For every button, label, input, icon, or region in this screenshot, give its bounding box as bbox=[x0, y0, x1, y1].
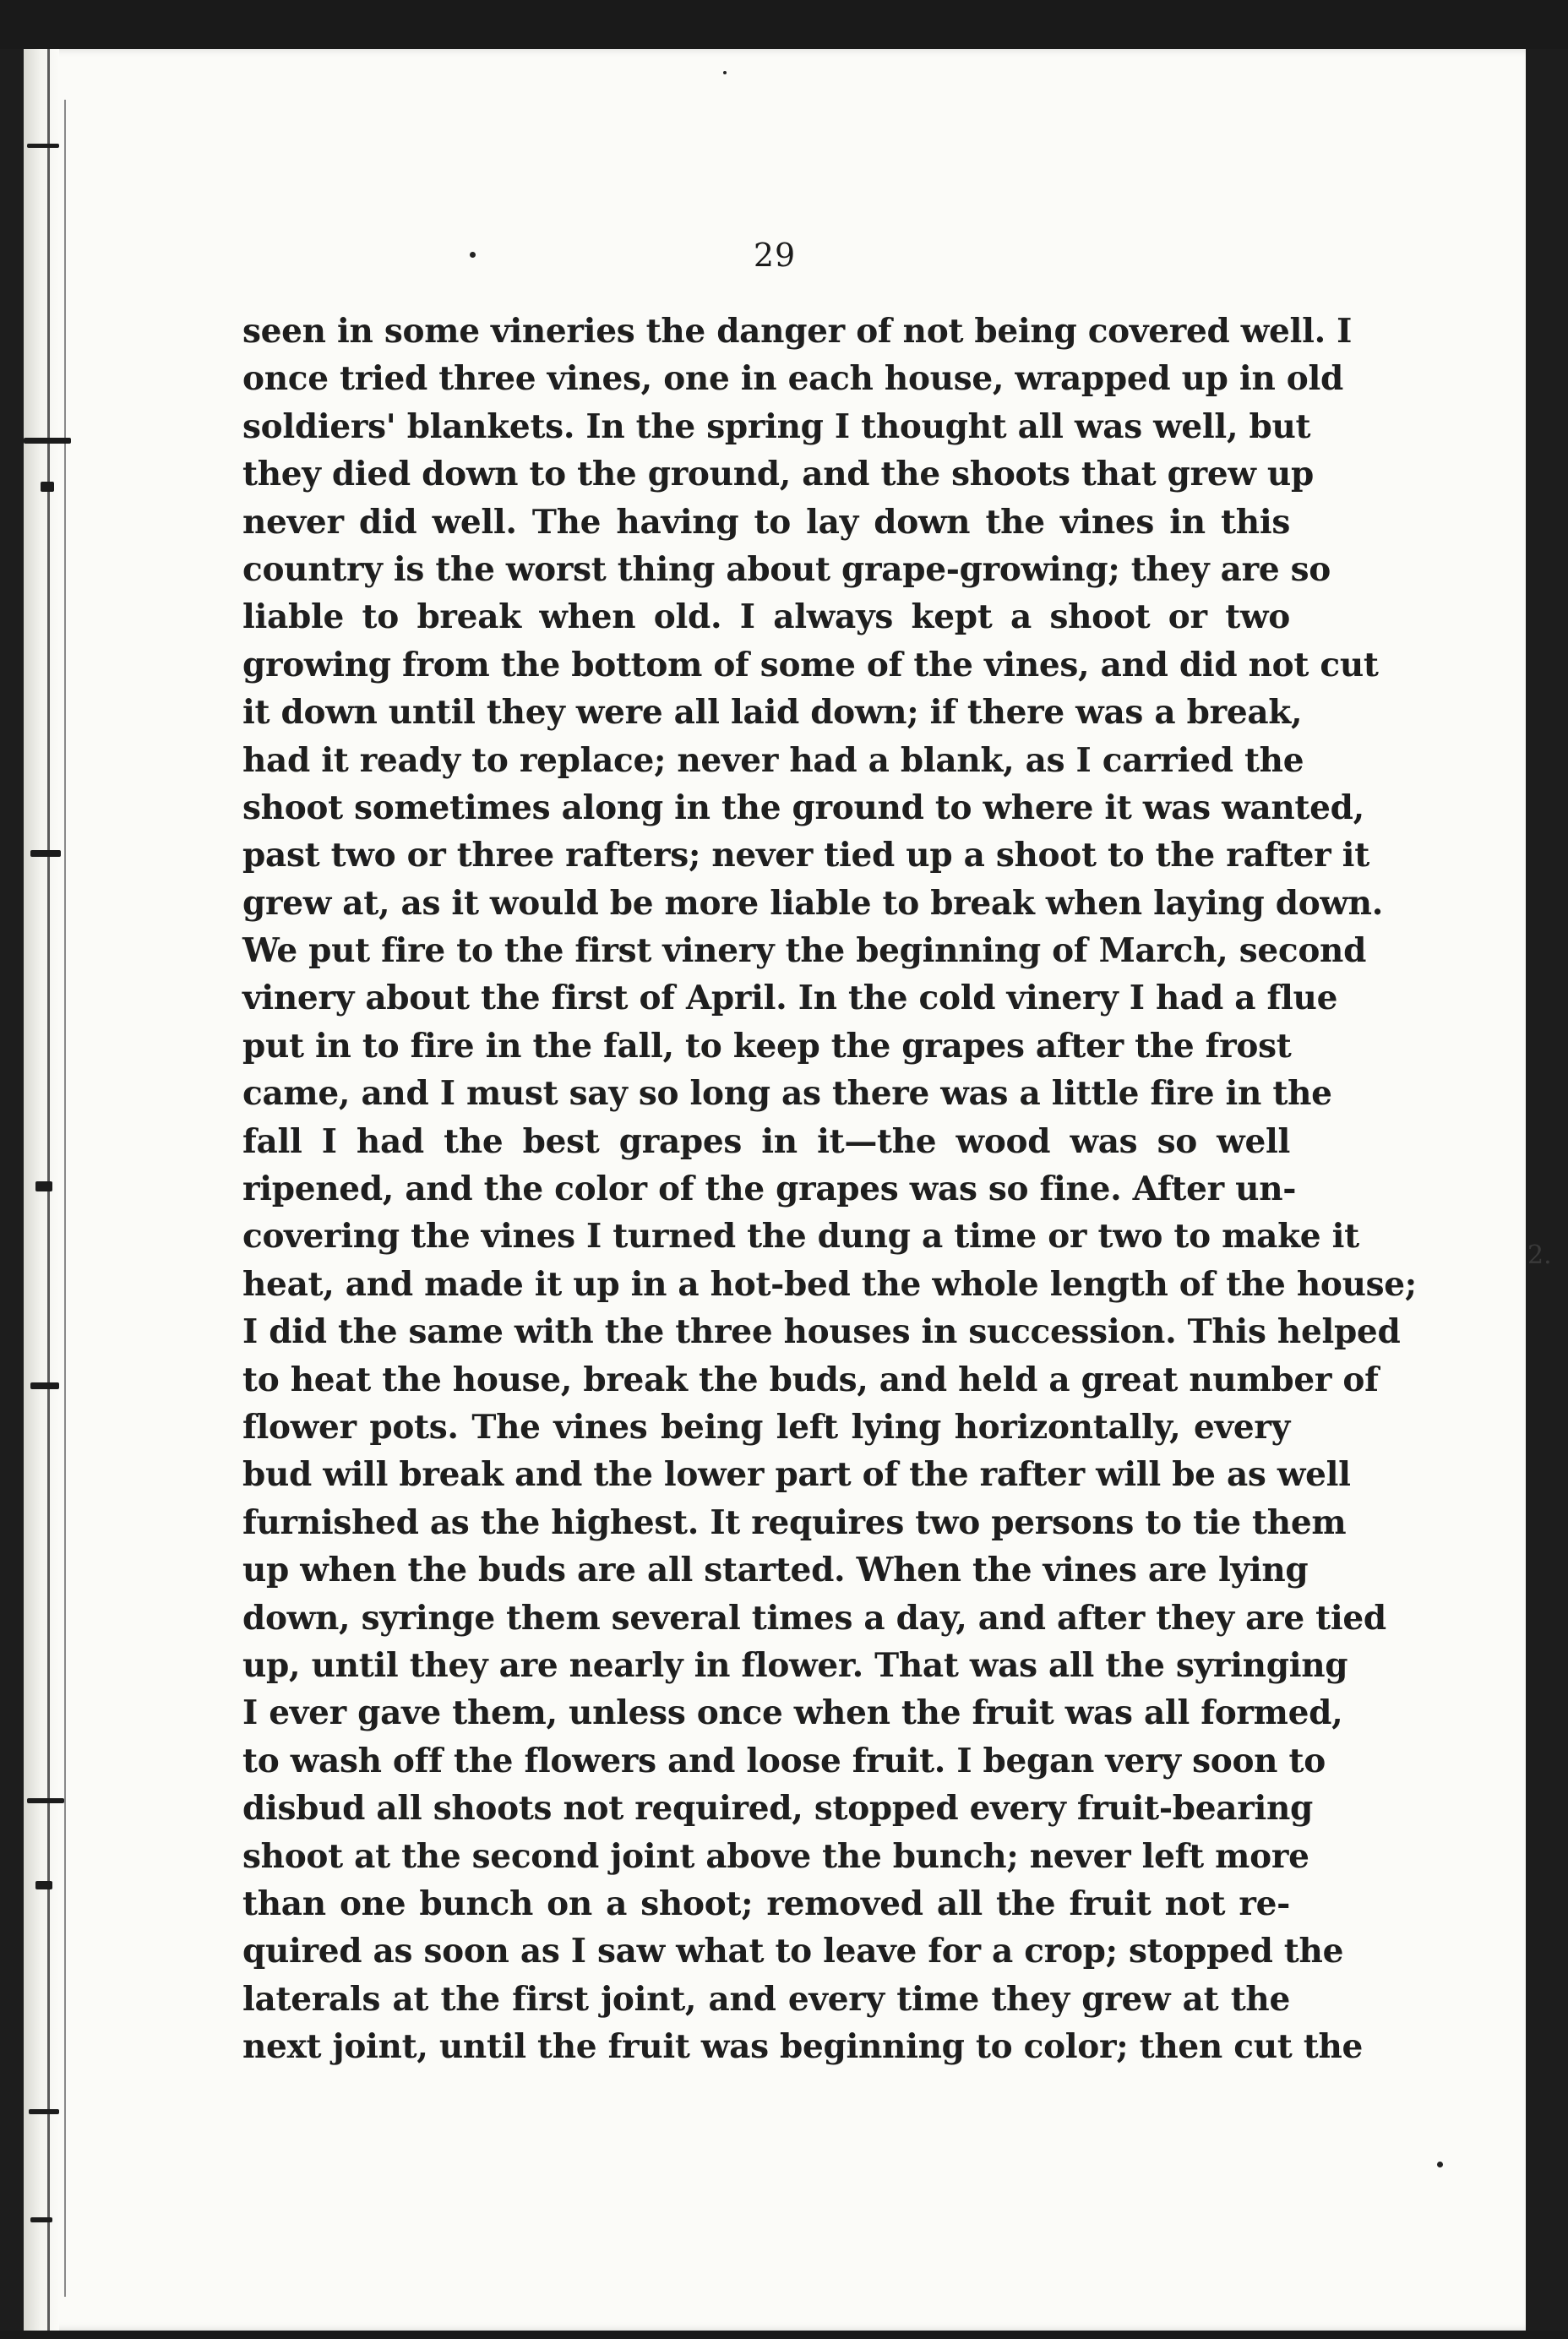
text-line: they died down to the ground, and the shoots that grew up bbox=[242, 455, 1314, 494]
text-line: I ever gave them, unless once when the fruit was all formed, bbox=[242, 1693, 1343, 1733]
binding-line-inner bbox=[64, 100, 66, 2297]
text-line: quired as soon as I saw what to leave for a crop; stopped the bbox=[242, 1932, 1344, 1971]
text-line: once tried three vines, one in each house, wrapped up in old bbox=[242, 359, 1343, 399]
text-line: heat, and made it up in a hot-bed the whole length of the house; bbox=[242, 1264, 1417, 1304]
text-line: soldiers' blankets. In the spring I thought all was well, but bbox=[242, 406, 1311, 446]
text-line: seen in some vineries the danger of not being covered well. I bbox=[242, 312, 1353, 351]
stitch-mark bbox=[27, 1798, 64, 1803]
text-line: never did well. The having to lay down the vines in this bbox=[242, 502, 1290, 542]
text-line: up, until they are nearly in flower. That was all the syringing bbox=[242, 1645, 1348, 1685]
stitch-mark bbox=[30, 850, 61, 857]
text-line: grew at, as it would be more liable to break when laying down. bbox=[242, 883, 1384, 923]
text-line: flower pots. The vines being left lying horizontally, every bbox=[242, 1407, 1290, 1447]
stitch-mark bbox=[29, 2109, 59, 2114]
scan-top-border bbox=[0, 0, 1568, 49]
text-line: put in to fire in the fall, to keep the grapes after the frost bbox=[242, 1026, 1292, 1066]
stitch-mark bbox=[30, 2217, 52, 2222]
stitch-mark bbox=[24, 438, 71, 444]
text-line: came, and I must say so long as there was a little fire in the bbox=[242, 1074, 1332, 1114]
text-line: disbud all shoots not required, stopped every fruit-bearing bbox=[242, 1789, 1314, 1829]
text-line: laterals at the first joint, and every time they grew at the bbox=[242, 1979, 1290, 2019]
text-line: growing from the bottom of some of the vines, and did not cut bbox=[242, 645, 1379, 684]
stitch-mark bbox=[35, 1181, 52, 1191]
stitch-mark bbox=[35, 1881, 52, 1889]
text-line: to wash off the flowers and loose fruit. I began very soon to bbox=[242, 1741, 1326, 1780]
text-line: ripened, and the color of the grapes was so fine. After un- bbox=[242, 1170, 1297, 1209]
text-line: it down until they were all laid down; if there was a break, bbox=[242, 693, 1303, 733]
body-text bbox=[242, 308, 1417, 2070]
text-line: to heat the house, break the buds, and held a great number of bbox=[242, 1360, 1379, 1399]
text-line: past two or three rafters; never tied up a shoot to the rafter it bbox=[242, 836, 1369, 875]
text-line: furnished as the highest. It requires two persons to tie them bbox=[242, 1502, 1347, 1542]
page-number: 29 bbox=[753, 237, 797, 274]
scan-bottom-border bbox=[0, 2331, 1568, 2339]
text-line: fall I had the best grapes in it—the wood was so well bbox=[242, 1121, 1290, 1161]
stitch-mark bbox=[41, 482, 54, 492]
stitch-mark bbox=[27, 144, 59, 148]
stitch-mark bbox=[30, 1382, 59, 1389]
ink-speck bbox=[723, 71, 727, 74]
text-line: than one bunch on a shoot; removed all the fruit not re- bbox=[242, 1884, 1290, 1923]
margin-note: 2. bbox=[1527, 1240, 1552, 1270]
text-line: shoot sometimes along in the ground to where it was wanted, bbox=[242, 788, 1364, 827]
text-line: shoot at the second joint above the bunch; never left more bbox=[242, 1836, 1309, 1876]
text-line: vinery about the first of April. In the cold vinery I had a flue bbox=[242, 979, 1338, 1018]
text-line: had it ready to replace; never had a blank, as I carried the bbox=[242, 740, 1304, 780]
text-line: up when the buds are all started. When the vines are lying bbox=[242, 1551, 1309, 1590]
text-line: I did the same with the three houses in succession. This helped bbox=[242, 1312, 1401, 1352]
text-line: covering the vines I turned the dung a time or two to make it bbox=[242, 1217, 1359, 1257]
ink-speck bbox=[1437, 2162, 1443, 2167]
text-line: bud will break and the lower part of the rafter will be as well bbox=[242, 1455, 1351, 1495]
text-line: down, syringe them several times a day, and after they are tied bbox=[242, 1598, 1386, 1638]
text-line: next joint, until the fruit was beginning to color; then cut the bbox=[242, 2027, 1364, 2067]
text-line: We put fire to the first vinery the beginning of March, second bbox=[242, 931, 1367, 971]
text-line: liable to break when old. I always kept a shoot or two bbox=[242, 597, 1290, 637]
text-line: country is the worst thing about grape-growing; they are so bbox=[242, 549, 1331, 589]
